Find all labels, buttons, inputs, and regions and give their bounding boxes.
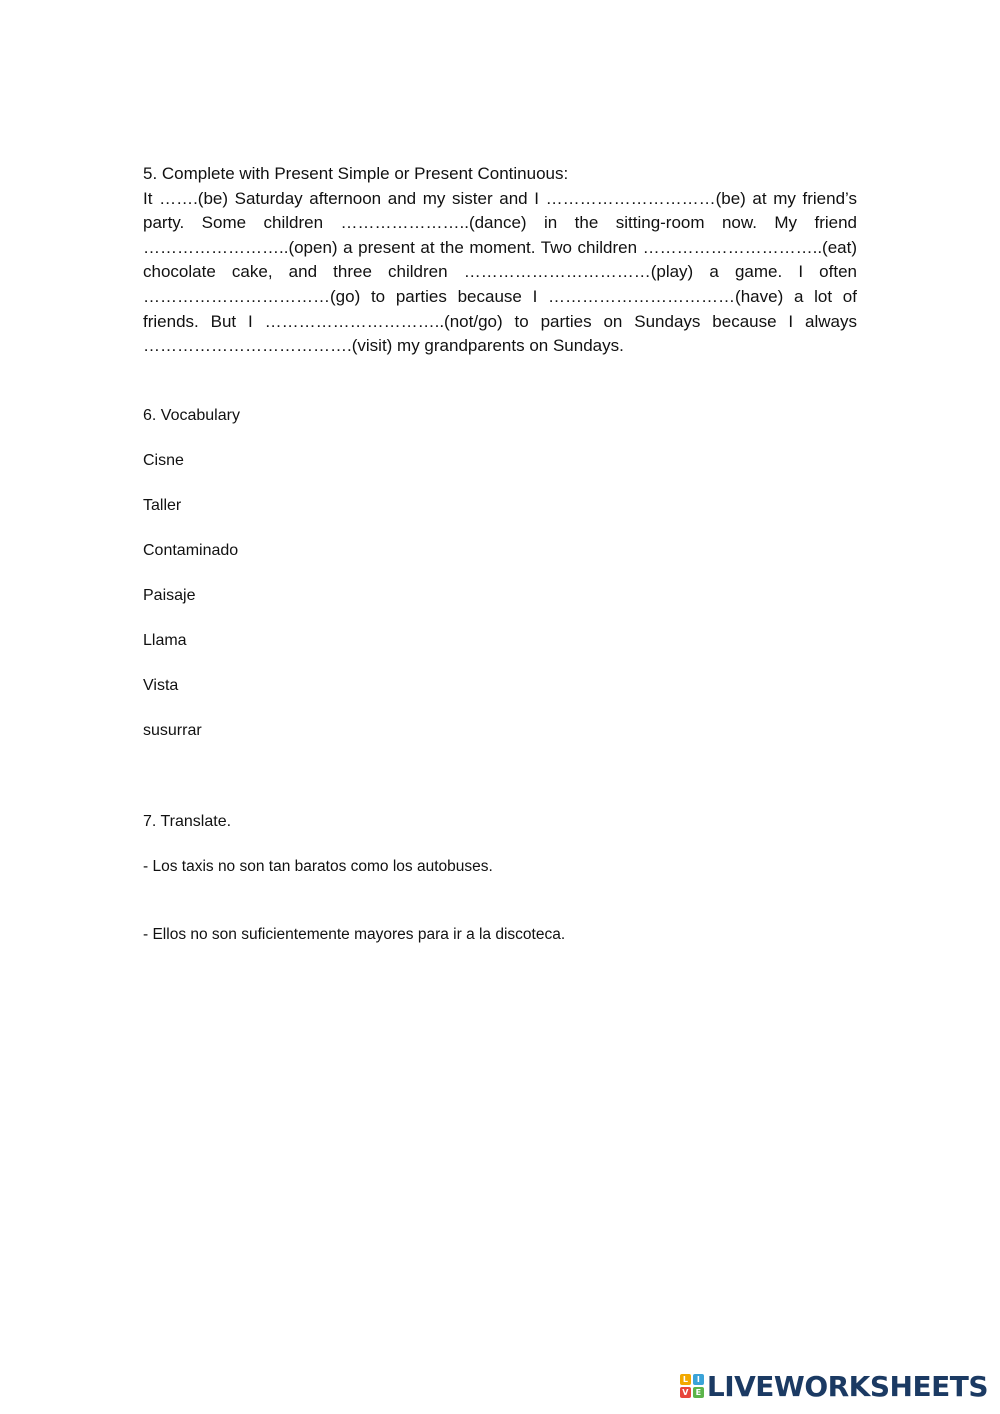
vocabulary-word: susurrar (143, 722, 202, 739)
logo-tile: E (693, 1387, 704, 1398)
exercise-6-title: 6. Vocabulary (143, 407, 240, 424)
vocabulary-word: Contaminado (143, 542, 239, 559)
vocabulary-word: Llama (143, 632, 187, 649)
logo-tile: V (680, 1387, 691, 1398)
vocabulary-word: Taller (143, 497, 182, 514)
exercise-7-title: 7. Translate. (143, 813, 232, 830)
worksheet-content (143, 162, 857, 943)
liveworksheets-logo-icon (680, 1374, 704, 1398)
logo-tile: I (693, 1374, 704, 1385)
logo-tile: L (680, 1374, 691, 1385)
vocabulary-word: Vista (143, 677, 179, 694)
translate-sentence: - Los taxis no son tan baratos como los autobuses. (143, 858, 493, 875)
exercise-5-title: 5. Complete with Present Simple or Present Continuous: (143, 164, 569, 183)
vocabulary-word: Paisaje (143, 587, 196, 604)
brand-name: LIVEWORKSHEETS (706, 1369, 988, 1403)
liveworksheets-brand (680, 1368, 988, 1404)
translate-sentence: - Ellos no son suficientemente mayores para ir a la discoteca. (143, 926, 566, 943)
vocabulary-word: Cisne (143, 452, 184, 469)
vocabulary-list (143, 450, 238, 765)
exercise-5-text: It …….(be) Saturday afternoon and my sister and I …………………………(be) at my friend’s party. Some children …………………..(dance) in the sitting-room now. My friend ……………………..(open) a present at the moment. Two children …………………………..(eat) chocolate cake, and three children ……………………………(play) a game. I often ……………………………(go) to parties because I ……………………………(have) a lot of friends. But I …………………………..(not/go) to parties on Sundays because I always ……………………………….(visit) my grandparents on Sundays. (143, 188, 857, 356)
